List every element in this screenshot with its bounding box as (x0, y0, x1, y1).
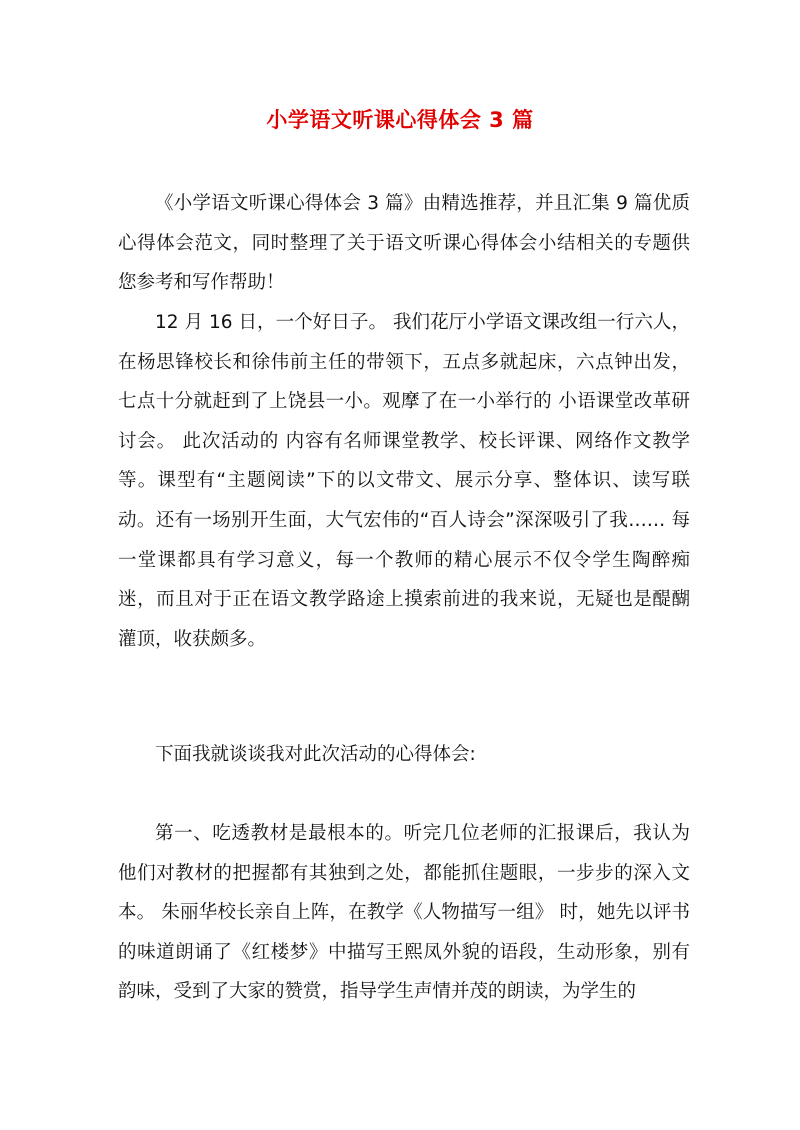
paragraph-intro: 《小学语文听课心得体会 3 篇》由精选推荐，并且汇集 9 篇优质心得体会范文，同时整理了关于语文听课心得体会小结相关的专题供您参考和写作帮助！ (118, 193, 690, 294)
paragraph-transition: 下面我就谈谈我对此次活动的心得体会: (155, 744, 476, 765)
document-title: 小学语文听课心得体会 3 篇 (266, 108, 534, 132)
paragraph-event: 12 月 16 日，一个好日子。 我们花厅小学语文课改组一行六人，在杨思锋校长和徐伟前主任的带领下，五点多就起床，六点钟出发，七点十分就赶到了上饶县一小。观摩了在一小举行的 小语课堂改革研讨会。 此次活动的 内容有名师课堂教学、校长评课、网络作文教学等。课型有“主题阅读”下的以文带文、展示分享、整体识、读写联动。还有一场别开生面，大气宏伟的“百人诗会”深深吸引了我…… 每一堂课都具有学习意义，每一个教师的精心展示不仅令学生陶醉痴迷，而且对于正在语文教学路途上摸索前进的我来说，无疑也是醍醐灌顶，收获颇多。 (118, 312, 690, 650)
paragraph-point-one: 第一、吃透教材是最根本的。听完几位老师的汇报课后，我认为他们对教材的把握都有其独到之处，都能抓住题眼，一步步的深入文本。 朱丽华校长亲自上阵，在教学《人物描写一组》 时，她先以评书的味道朗诵了《红楼梦》中描写王熙凤外貌的语段，生动形象，别有韵味，受到了大家的赞赏，指导学生声情并茂的朗读，为学生的 (118, 823, 690, 1003)
